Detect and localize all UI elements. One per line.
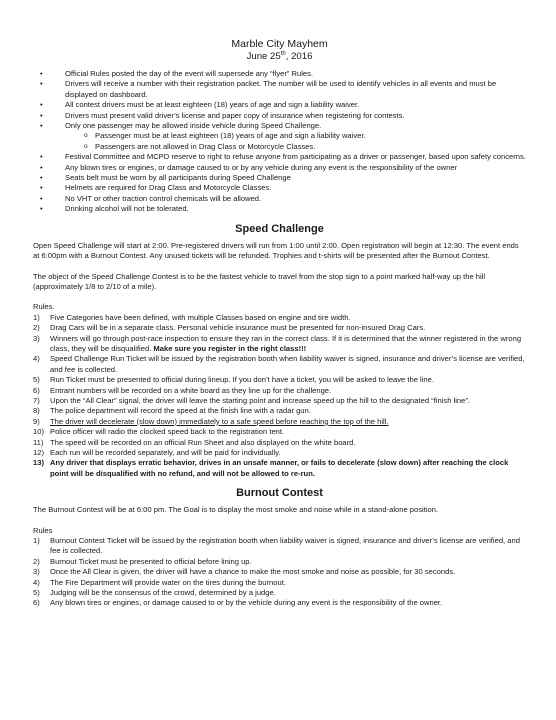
rule-item: • Drivers must present valid driver’s license and paper copy of insurance when registering for contests.: [33, 111, 526, 121]
burnout-rule-item: 2) Burnout Ticket must be presented to official before lining up.: [33, 556, 252, 566]
speed-rule-underlined: The driver will decelerate (slow down) immediately to a safe speed before reaching the top of the hill.: [50, 416, 389, 426]
rule-item: • No VHT or other traction control chemicals will be allowed.: [33, 194, 526, 204]
burnout-rules-label: Rules: [33, 525, 53, 535]
burnout-contest-heading: Burnout Contest: [236, 487, 323, 500]
speed-rule-item: 1) Five Categories have been defined, with multiple Classes based on engine and tire width.: [33, 312, 351, 322]
burnout-rule-item: 6) Any blown tires or engines, or damage caused to or by the vehicle during any event is the responsibility of the owner.: [33, 598, 443, 608]
subrule-item: o Passenger must be at least eighteen (18) years of age and sign a liability waiver.: [33, 131, 526, 141]
burnout-rule-item: 1) Burnout Contest Ticket will be issued by the registration booth when liability waiver is signed, insurance and driver’s license are verified, and fee is collected.: [33, 536, 520, 556]
passenger-subrules-list: [33, 131, 526, 152]
rule-item: • Any blown tires or engines, or damage caused to or by any vehicle during any event is the responsibility of the owner: [33, 163, 526, 173]
speed-rule-item: 13) Any driver that displays erratic behavior, drives in an unsafe manner, or fails to decelerate (slow down) after reaching the clock point will be disqualified with no refund, and will not be allowed to re-run.: [33, 458, 509, 478]
document-title: Marble City Mayhem: [231, 38, 328, 50]
speed-rule-item: 5) Run Ticket must be presented to official during lineup. If you don’t have a ticket, you will be asked to leave the line.: [33, 375, 434, 385]
date-text: June 25: [246, 51, 281, 62]
rule-item: • Seats belt must be worn by all participants during Speed Challenge: [33, 173, 526, 183]
burnout-rule-item: 3) Once the All Clear is given, the driver will have a chance to make the most smoke and noise as possible, for 30 seconds.: [33, 567, 456, 577]
rule-item: • All contest drivers must be at least eighteen (18) years of age and sign a liability waiver.: [33, 100, 526, 110]
burnout-rule-item: 5) Judging will be the consensus of the crowd, determined by a judge.: [33, 588, 276, 598]
speed-rule-item: 9) The driver will decelerate (slow down) immediately to a safe speed before reaching the top of the hill.: [33, 416, 389, 426]
speed-rules-list: [33, 313, 526, 480]
rule-item: • Drivers will receive a number with their registration packet. The number will be used to identify vehicles in all events and must be displayed on dashboard.: [33, 79, 526, 100]
speed-rule-item: 3) Winners will go through post-race inspection to ensure they ran in the correct class. If it is determined that the winner registered in the wrong class, they will be disqualified. Make sure you register in the right class!!!: [33, 333, 522, 353]
speed-rule-item: 7) Upon the “All Clear” signal, the driver will leave the starting point and increase speed up the hill to the designated “finish line”.: [33, 395, 470, 405]
general-rules-list-continued: [33, 152, 526, 214]
rule-item: • Festival Committee and MCPD reserve to right to refuse anyone from participating as a driver or passenger, based upon safety concerns.: [33, 152, 526, 162]
speed-challenge-heading: Speed Challenge: [235, 222, 324, 235]
speed-challenge-object: The object of the Speed Challenge Contest is to be the fastest vehicle to travel from the stop sign to a point marked half-way up the hill (approximately 1/8 to 2/10 of a mile).: [33, 271, 486, 291]
speed-rules-label: Rules.: [33, 302, 55, 312]
speed-rule-emphasis: Make sure you register in the right class!!!: [153, 343, 307, 353]
event-date: [33, 51, 526, 63]
rule-item-with-subrules: [33, 121, 526, 131]
speed-rule-emphasis: Any driver that displays erratic behavior, drives in an unsafe manner, or fails to decelerate (slow down) after reaching the clock point will be disqualified with no refund, and will not be allowed to re-run.: [50, 458, 509, 478]
rule-item: • Official Rules posted the day of the event will supersede any “flyer” Rules.: [33, 69, 526, 79]
rule-item-text: Only one passenger may be allowed inside vehicle during Speed Challenge.: [65, 121, 322, 131]
subrule-item: o Passengers are not allowed in Drag Class or Motorcycle Classes.: [33, 142, 526, 152]
speed-challenge-intro: Open Speed Challenge will start at 2:00. Pre-registered drivers will run from 1:00 until 2:00. Open registration will begin at 12:30. The event ends at 6:00pm with a Burnout Contest. Any unused tickets will be refunded. Trophies and t-shirts will be presented after the Burnout Contest.: [33, 240, 519, 261]
date-year: , 2016: [285, 51, 313, 62]
rule-item: • Drinking alcohol will not be tolerated.: [33, 204, 526, 214]
rule-item: • Helmets are required for Drag Class and Motorcycle Classes.: [33, 183, 526, 193]
speed-rule-item: 11) The speed will be recorded on an official Run Sheet and also displayed on the white board.: [33, 437, 356, 447]
speed-rule-item: 12) Each run will be recorded separately, and will be paid for individually.: [33, 448, 281, 457]
burnout-rule-item: 4) The Fire Department will provide water on the tires during the burnout.: [33, 577, 286, 587]
date-suffix: th: [280, 50, 286, 57]
burnout-rules-list: [33, 536, 526, 609]
burnout-contest-intro: The Burnout Contest will be at 6:00 pm. The Goal is to display the most smoke and noise while in a stand-alone position.: [33, 505, 439, 515]
speed-rule-item: 10) Police officer will radio the clocked speed back to the registration tent.: [33, 427, 285, 437]
speed-rule-item: 4) Speed Challenge Run Ticket will be issued by the registration booth when liability waiver is signed, insurance and driver’s license are verified, and fee is collected.: [33, 354, 525, 374]
speed-rule-item: 6) Entrant numbers will be recorded on a white board as they line up for the challenge.: [33, 385, 332, 395]
general-rules-list: [33, 69, 526, 131]
speed-rule-item: 8) The police department will record the speed at the finish line with a radar gun.: [33, 406, 311, 416]
speed-rule-item: 2) Drag Cars will be in a separate class. Personal vehicle insurance must be presented for non-insured Drag Cars.: [33, 323, 426, 333]
